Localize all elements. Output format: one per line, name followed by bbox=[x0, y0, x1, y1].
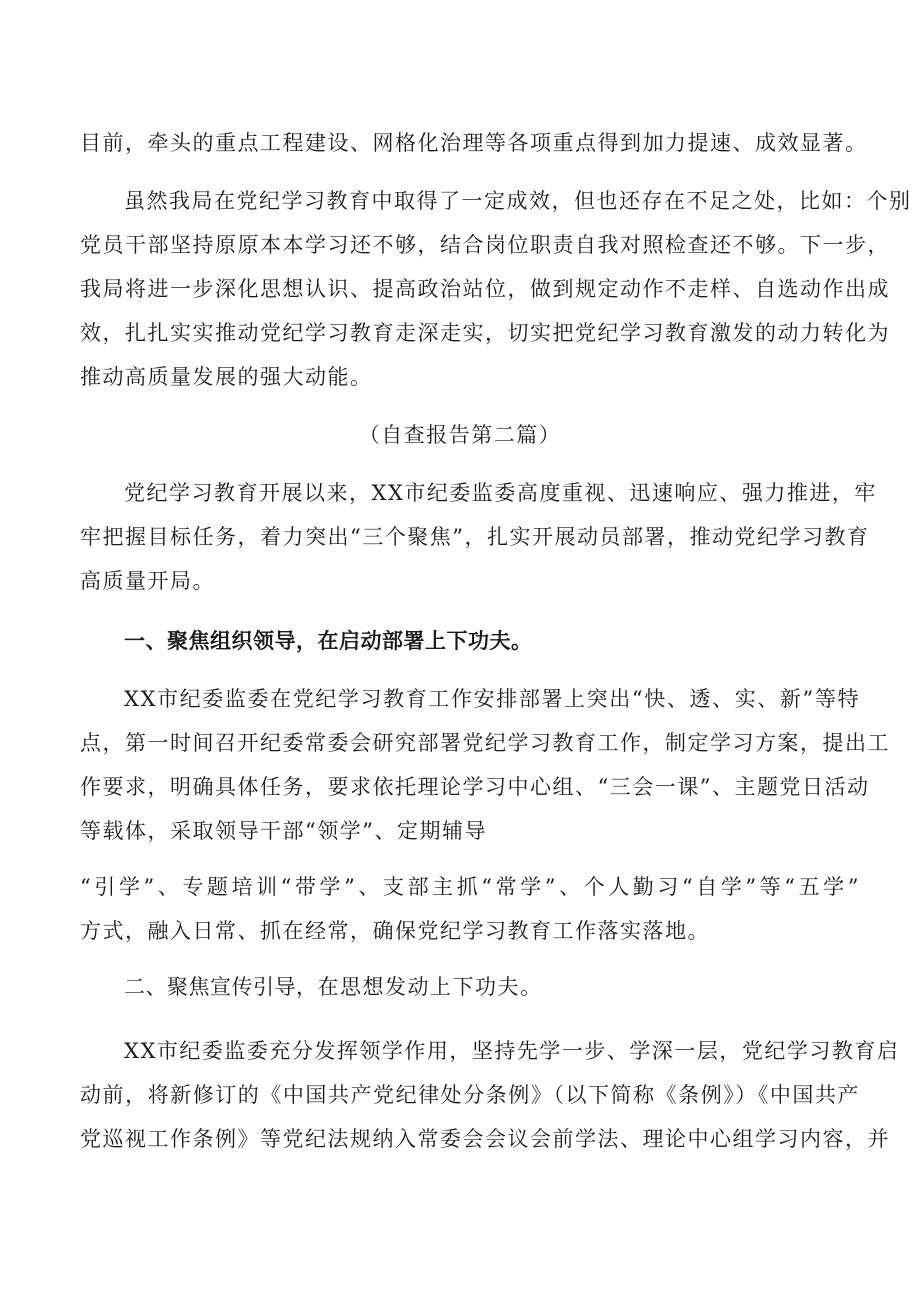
paragraph-2-line-2: 党员干部坚持原原本本学习还不够，结合岗位职责自我对照检查还不够。下一步， bbox=[80, 233, 890, 257]
paragraph-6-line-2: 动前，将新修订的《中国共产党纪律处分条例》（以下简称《条例》）《中国共产 bbox=[80, 1083, 860, 1107]
paragraph-2-line-3: 我局将进一步深化思想认识、提高政治站位，做到规定动作不走样、自选动作出成 bbox=[80, 277, 890, 301]
section-title: （自查报告第二篇） bbox=[358, 423, 562, 447]
paragraph-4-line-1: XX市纪委监委在党纪学习教育工作安排部署上突出“快、透、实、新”等特 bbox=[124, 687, 860, 711]
paragraph-4-line-4: 等载体，采取领导干部“领学”、定期辅导 bbox=[80, 819, 487, 843]
heading-1: 一、聚焦组织领导，在启动部署上下功夫。 bbox=[124, 629, 533, 653]
paragraph-4-line-2: 点，第一时间召开纪委常委会研究部署党纪学习教育工作，制定学习方案，提出工 bbox=[80, 731, 890, 755]
paragraph-2-line-1: 虽然我局在党纪学习教育中取得了一定成效，但也还存在不足之处，比如：个别 bbox=[124, 189, 912, 213]
paragraph-6-line-1: XX市纪委监委充分发挥领学作用，坚持先学一步、学深一层，党纪学习教育启 bbox=[124, 1039, 900, 1063]
heading-2 bbox=[124, 974, 860, 1000]
paragraph-5-line-2: 方式，融入日常、抓在经常，确保党纪学习教育工作落实落地。 bbox=[80, 919, 710, 943]
paragraph-6-line-3: 党巡视工作条例》等党纪法规纳入常委会会议会前学法、理论中心组学习内容，并 bbox=[80, 1127, 890, 1151]
heading-2-prefix: 二、聚焦宣传引导， bbox=[124, 975, 318, 999]
paragraph-2-line-5: 推动高质量发展的强大动能。 bbox=[80, 365, 373, 389]
paragraph-2-line-4: 效，扎扎实实推动党纪学习教育走深走实，切实把党纪学习教育激发的动力转化为 bbox=[80, 321, 890, 345]
heading-2-rest: 在思想发动上下功夫。 bbox=[317, 975, 543, 999]
paragraph-3-line-3: 高质量开局。 bbox=[80, 569, 215, 593]
paragraph-4-line-3: 作要求，明确具体任务，要求依托理论学习中心组、“三会一课”、主题党日活动 bbox=[80, 775, 870, 799]
paragraph-5-line-1: “引学”、专题培训“带学”、支部主抓“常学”、个人勤习“自学”等“五学” bbox=[80, 875, 860, 899]
paragraph-3-line-1: 党纪学习教育开展以来，XX市纪委监委高度重视、迅速响应、强力推进，牢 bbox=[124, 481, 877, 505]
paragraph-3-line-2: 牢把握目标任务，着力突出“三个聚焦”，扎实开展动员部署，推动党纪学习教育 bbox=[80, 525, 870, 549]
paragraph-1-line-1: 目前，牵头的重点工程建设、网格化治理等各项重点得到加力提速、成效显著。 bbox=[80, 131, 868, 155]
